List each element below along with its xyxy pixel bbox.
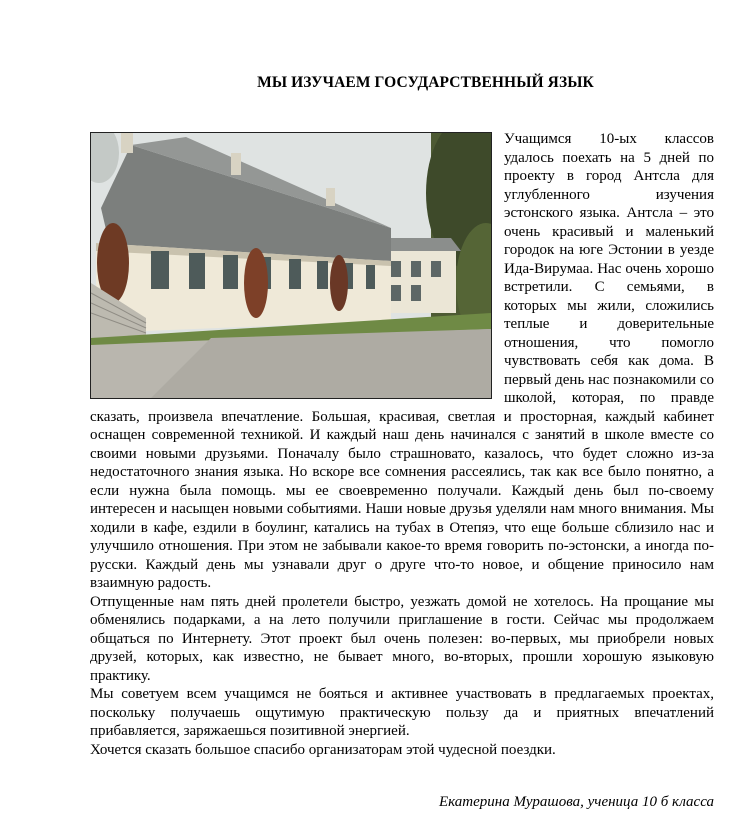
paragraph-2: Отпущенные нам пять дней пролетели быстро, уезжать домой не хотелось. На прощание мы обменялись подарками, а на лето получили приглашение в гости. Сейчас мы продолжаем общаться по Интернету. Этот проект был очень полезен: во-первых, мы приобрели новых друзей, которых, как известно, не бывает много, во-вторых, прошли хорошую языковую практику.: [90, 593, 714, 684]
paragraph-3: Мы советуем всем учащимся не бояться и активнее участвовать в предлагаемых проектах, поскольку получаешь ощутимую практическую пользу да и приятных впечатлений прибавляется, заряжаешься позитивной энергией.: [90, 686, 714, 739]
school-building-illustration: [91, 133, 491, 398]
author-signature: Екатерина Мурашова, ученица 10 б класса: [438, 794, 714, 810]
paragraph-4: Хочется сказать большое спасибо организаторам этой чудесной поездки.: [90, 741, 556, 758]
article-body: [90, 130, 714, 759]
school-building-photo: [90, 132, 492, 399]
page-title: МЫ ИЗУЧАЕМ ГОСУДАРСТВЕННЫЙ ЯЗЫК: [257, 74, 594, 91]
paragraph-1: Учащимся 10-ых классов удалось поехать на 5 дней по проекту в город Антсла для углубленного изучения эстонского языка. Антсла – это очень красивый и маленький городок на юге Эстонии в уезде Ида-Вирумаа. Нас очень хорошо встретили. С семьями, в которых мы жили, сложились теплые и доверительные отношения, что помогло чувствовать себя как дома. В первый день нас познакомили со школой, которая, по правде сказать, произвела впечатление. Большая, красивая, светлая и просторная, каждый кабинет оснащен современной техникой. И каждый наш день начинался с занятий в школе вместе со своими новыми друзьями. Поначалу было страшновато, казалось, что будет сложно из-за недостаточного знания языка. Но вскоре все сомнения рассеялись, так как все было понятно, а если нужна была помощь. мы ее своевременно получали. Каждый день был по-своему интересен и насыщен новыми событиями. Наши новые друзья уделяли нам много внимания. Мы ходили в кафе, ездили в боулинг, катались на тубах в Отепяэ, что еще больше сблизило нас и улучшило отношения. При этом не забывали какое-то время говорить по-эстонски, а иногда по-русски. Каждый день мы узнавали друг о друге что-то новое, и общение приносило нам взаимную радость.: [90, 131, 714, 591]
